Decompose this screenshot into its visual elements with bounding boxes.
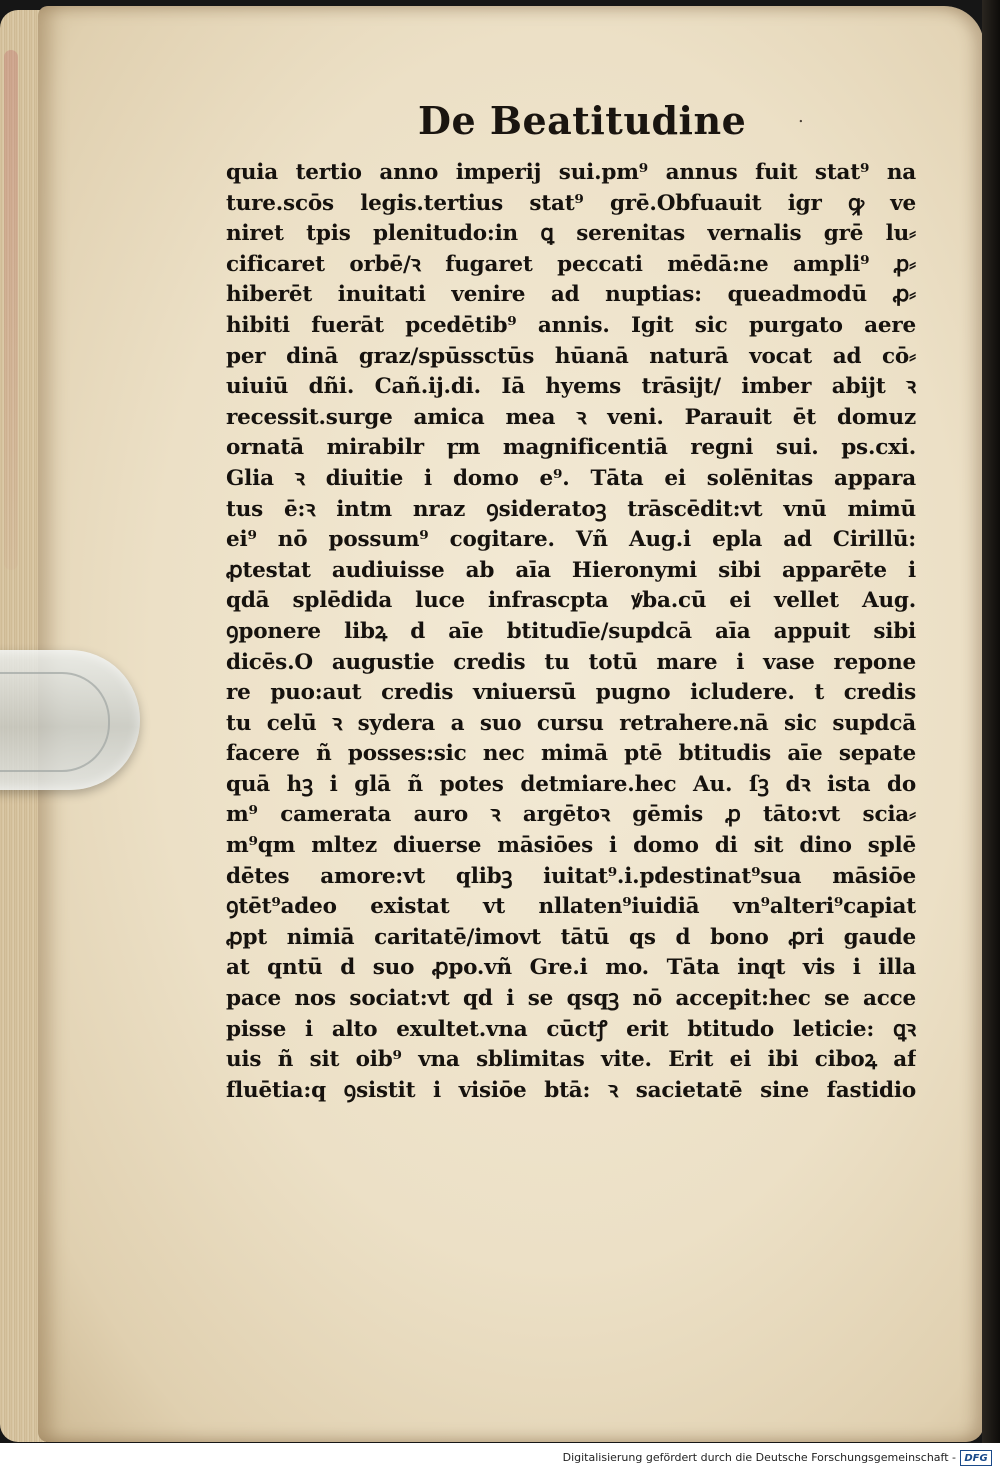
running-title: De Beatitudine (418, 98, 747, 143)
text-line: ꝓpt nimiā caritatē/imovt tātū qs d bono ꝓri gaude (226, 924, 916, 950)
text-line: m⁹qm mltez diuerse māsiōes i domo di sit dino splē (226, 833, 916, 859)
page-edge-stain (4, 50, 18, 570)
text-line: uis ñ sit oib⁹ vna sblimitas vite. Erit ei ibi ciboꝝ af (226, 1047, 916, 1073)
page-clip-loop (0, 672, 110, 772)
text-line: facere ñ posses:sic nec mimā ptē btitudis aīe sepate (226, 741, 916, 767)
text-line: dicēs.O augustie credis tu totū mare i vase repone (226, 649, 916, 675)
text-line: cificaret orbē/ꝛ fugaret peccati mēdā:ne ampli⁹ ꝓ⸗ (226, 251, 916, 277)
text-line: per dinā graz/spūssctūs hūanā naturā vocat ad cō⸗ (226, 343, 916, 369)
text-block (226, 158, 916, 1106)
text-line: niret tpis plenitudo:in ꝗ serenitas vernalis grē lu⸗ (226, 221, 916, 247)
text-line: quia tertio anno imperij sui.pm⁹ annus fuit stat⁹ na (226, 160, 916, 185)
text-line: pace nos sociat:vt qd i se qsqꝫ nō accepit:hec se acce (226, 986, 916, 1012)
text-line: at qntū d suo ꝓpo.vñ Gre.i mo. Tāta inqt vis i illa (226, 955, 916, 981)
page-clip (0, 650, 140, 790)
funding-credit: Digitalisierung gefördert durch die Deutsche Forschungsgemeinschaft - (562, 1451, 956, 1464)
text-line: fluētia:q ꝯsistit i visiōe btā: ꝛ sacietatē sine fastidio (226, 1077, 916, 1103)
text-line: hiberēt inuitati venire ad nuptias: queadmodū ꝓ⸗ (226, 282, 916, 308)
text-line: dētes amore:vt qlibꝫ iuitat⁹.i.pdestinat⁹sua māsiōe (226, 863, 916, 889)
text-line: ei⁹ nō possum⁹ cogitare. Vñ Aug.i epla ad Cirillū: (226, 527, 916, 553)
attribution-bar (0, 1443, 1000, 1473)
text-line: pisse i alto exultet.vna cūctꝭ erit btitudo leticie: ꝗꝛ (226, 1016, 916, 1042)
text-line: re puo:aut credis vniuersū pugno icludere. t credis (226, 680, 916, 706)
text-line: hibiti fuerāt pcedētib⁹ annis. Igit sic purgato aere (226, 312, 916, 338)
text-line: recessit.surge amica mea ꝛ veni. Parauit ēt domuz (226, 404, 916, 430)
text-line: ꝯponere libꝝ d aīe btitudīe/supdcā aīa appuit sibi (226, 618, 916, 644)
text-line: ꝯtēt⁹adeo existat vt nllaten⁹iuidiā vn⁹alteri⁹capiat (226, 894, 916, 920)
text-line: uiuiū dñi. Cañ.ij.di. Iā hyems trāsijt/ imber abijt ꝛ (226, 374, 916, 400)
text-line: ture.scōs legis.tertius stat⁹ grē.Obfuauit igr ꝙ ve (226, 190, 916, 216)
book-cover-edge (982, 0, 1000, 1443)
text-line: ꝓtestat audiuisse ab aīa Hieronymi sibi apparēte i (226, 557, 916, 583)
text-line: m⁹ camerata auro ꝛ argētoꝛ gēmis ꝓ tāto:vt scia⸗ (226, 802, 916, 828)
text-line: quā hꝫ i glā ñ potes detmiare.hec Au. ſꝫ dꝛ ista do (226, 771, 916, 797)
text-line: tu celū ꝛ sydera a suo cursu retrahere.nā sic supdcā (226, 710, 916, 736)
page-mark: . (798, 106, 804, 127)
text-line: tus ē:ꝛ intm nraz ꝯsideratoꝫ trāscēdit:vt vnū mimū (226, 496, 916, 522)
text-line: Glia ꝛ diuitie i domo e⁹. Tāta ei solēnitas appara (226, 465, 916, 491)
dfg-logo-icon[interactable]: DFG (960, 1450, 992, 1466)
text-line: ornatā mirabilr ꝼm magnificentiā regni sui. ps.cxi. (226, 435, 916, 461)
text-line: qdā splēdida luce infrascpta ꝟba.cū ei vellet Aug. (226, 588, 916, 614)
